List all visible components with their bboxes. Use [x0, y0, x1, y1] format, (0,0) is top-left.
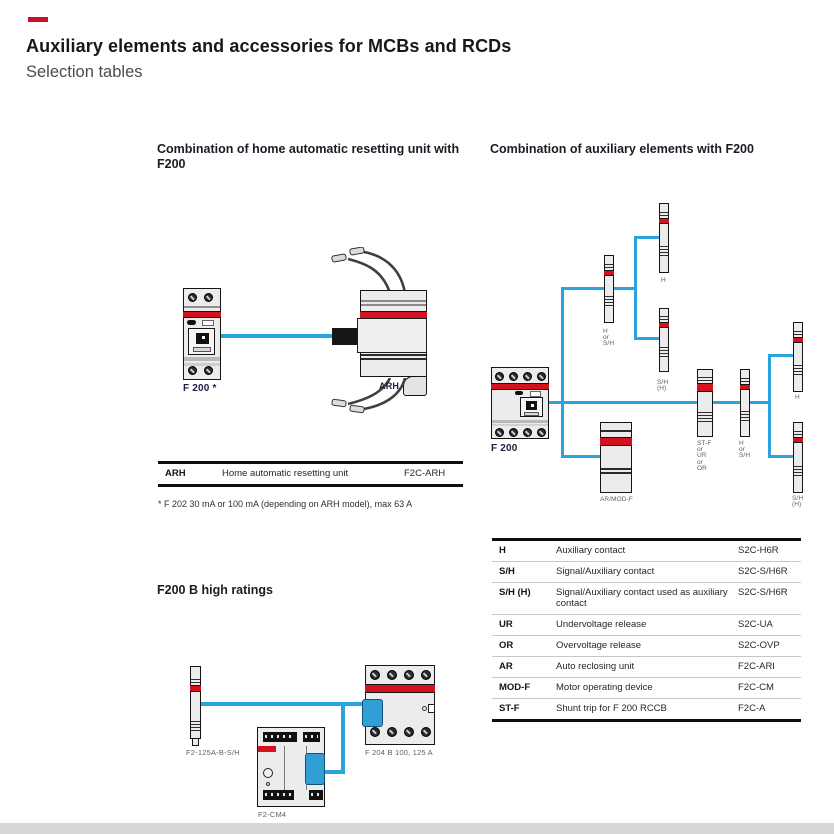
red-band [183, 311, 221, 318]
arh-table [158, 461, 463, 487]
test-slot [524, 412, 539, 416]
divider-line [601, 468, 631, 470]
detail-lines [191, 721, 200, 731]
screw-icon [509, 372, 518, 381]
screw-icon [523, 428, 532, 437]
cell-desc: Signal/Auxiliary contact [556, 566, 655, 577]
table-row [492, 561, 801, 582]
cell-code: S2C-OVP [738, 640, 780, 651]
label-line: S/H [657, 379, 669, 386]
table-row [492, 677, 801, 698]
label-h-or-sh-lower [739, 441, 750, 460]
wire-to-shh-right [768, 455, 795, 458]
label-ar-mod-f [600, 497, 633, 503]
aux-strip-shh-upper [659, 308, 669, 372]
table-row [492, 541, 801, 561]
label-line: UR [697, 452, 707, 460]
indicator-dot [422, 706, 427, 711]
arh-top-wires [310, 247, 428, 293]
label-shh-right [792, 496, 803, 508]
detail-lines [794, 365, 802, 375]
divider-line [361, 358, 426, 360]
wire-right-vertical [768, 354, 771, 458]
label-line: H [661, 277, 666, 284]
detail-lines [794, 466, 802, 476]
red-band [365, 684, 435, 693]
detail-lines [605, 296, 613, 306]
indicator-pill [187, 320, 196, 325]
cell-desc: Auxiliary contact [556, 545, 626, 556]
aux-strip-h-or-sh-upper [604, 255, 614, 323]
accent-dash [28, 17, 48, 22]
table-row [492, 614, 801, 635]
screw-icon [370, 727, 380, 737]
label-stf [697, 441, 711, 472]
cell-code: F2C-ARH [404, 468, 446, 479]
f200-2pole-label: F 200 * [183, 383, 217, 394]
wire-main [549, 401, 770, 404]
test-slot [193, 347, 211, 352]
f2-cm4-device [257, 727, 325, 807]
strip-foot [192, 738, 199, 746]
right-section-heading: Combination of auxiliary elements with F200 [490, 142, 754, 156]
indicator-pill [515, 391, 523, 395]
screw-icon [421, 670, 431, 680]
switch-panel [188, 328, 215, 355]
label-line: or [697, 458, 703, 466]
cell-desc: Undervoltage release [556, 619, 647, 630]
red-band [659, 322, 669, 328]
screw-icon [523, 372, 532, 381]
aux-strip-h-upper [659, 203, 669, 273]
cell-code: S2C-UA [738, 619, 773, 630]
label-h-upper [661, 278, 666, 284]
detail-lines [660, 316, 668, 321]
cell-abbr: MOD-F [499, 682, 531, 693]
detail-lines [698, 377, 712, 381]
left-section-heading: Combination of home automatic resetting unit with F200 [157, 142, 460, 171]
detail-lines [660, 347, 668, 357]
screw-icon [387, 670, 397, 680]
table-row [492, 582, 801, 614]
f2-125a-label: F2-125A-B-S/H [186, 748, 240, 757]
divider-line [601, 430, 631, 432]
gray-band [492, 424, 548, 426]
table-row [158, 464, 463, 484]
wire-to-shh-upper [634, 337, 661, 340]
red-band [600, 437, 632, 446]
label-line: or [603, 334, 609, 342]
cell-abbr: ST-F [499, 703, 520, 714]
label-line: OR [697, 464, 707, 472]
terminal-block [309, 790, 323, 800]
red-band [740, 384, 750, 390]
cell-desc: Home automatic resetting unit [222, 468, 349, 479]
cell-desc: Shunt trip for F 200 RCCB [556, 703, 667, 714]
screw-icon [404, 670, 414, 680]
red-band [793, 337, 803, 343]
page-subtitle: Selection tables [26, 63, 143, 81]
wire-to-cm4 [322, 770, 345, 774]
switch-panel [520, 397, 543, 417]
cell-abbr: H [499, 545, 506, 556]
screw-icon [370, 670, 380, 680]
gray-band [492, 420, 548, 423]
divider-line [361, 354, 426, 356]
detail-lines [794, 331, 802, 336]
high-ratings-heading: F200 B high ratings [157, 583, 273, 597]
wire-to-h-right [768, 354, 795, 357]
cell-code: S2C-H6R [738, 545, 779, 556]
label-h-or-sh-upper [603, 329, 614, 348]
aux-strip-h-or-sh-lower [740, 369, 750, 437]
gray-band [184, 357, 220, 361]
f200-4pole-label: F 200 [491, 443, 518, 454]
f200-2pole-device [183, 288, 221, 380]
screw-icon [495, 372, 504, 381]
wire-left-branch-vertical [561, 287, 564, 458]
f2-125a-strip-device [190, 666, 201, 739]
label-line: (H) [657, 385, 667, 393]
detail-lines [741, 411, 749, 421]
screw-icon [495, 428, 504, 437]
cell-abbr: OR [499, 640, 514, 651]
label-line: or [739, 446, 745, 454]
arh-label: ARH [379, 381, 400, 391]
divider-line [184, 306, 220, 308]
label-line: ST-F [697, 440, 712, 447]
cell-abbr: UR [499, 619, 513, 630]
f204-label: F 204 B 100, 125 A [365, 748, 433, 757]
cell-code: S2C-S/H6R [738, 587, 788, 598]
screw-icon [204, 293, 213, 302]
cell-abbr: ARH [165, 468, 186, 479]
red-band [604, 270, 614, 276]
detail-lines [794, 431, 802, 436]
blue-connector [305, 753, 325, 785]
label-line: or [697, 446, 703, 454]
screw-icon [204, 366, 213, 375]
screw-icon [188, 293, 197, 302]
aux-strip-stf [697, 369, 713, 437]
detail-lines [191, 679, 200, 684]
knob-icon [263, 768, 273, 778]
cell-abbr: S/H [499, 566, 515, 577]
aux-strip-h-right [793, 322, 803, 392]
table-row [492, 698, 801, 719]
screw-icon [421, 727, 431, 737]
detail-lines [605, 264, 613, 269]
cell-code: F2C-ARI [738, 661, 775, 672]
red-band [697, 383, 713, 392]
detail-lines [698, 412, 712, 422]
aux-elements-table [492, 538, 801, 722]
table-row [492, 635, 801, 656]
screw-icon [404, 727, 414, 737]
cell-desc: Overvoltage release [556, 640, 642, 651]
label-line: S/H [603, 340, 615, 348]
screw-icon [537, 428, 546, 437]
f2-cm4-label: F2-CM4 [258, 810, 287, 819]
cell-desc: Signal/Auxiliary contact used as auxiliary contact [556, 587, 728, 609]
ar-mod-f-device [600, 422, 632, 493]
blue-connector [362, 699, 383, 727]
footnote: * F 202 30 mA or 100 mA (depending on ARH model), max 63 A [158, 499, 413, 509]
cell-abbr: S/H (H) [499, 587, 531, 598]
label-line: H [739, 440, 744, 447]
wire-upper-horizontal [561, 287, 637, 290]
divider-line [601, 472, 631, 474]
label-line: (H) [792, 501, 802, 509]
detail-lines [741, 378, 749, 383]
red-band [793, 437, 803, 443]
wire-f200-arh [221, 334, 333, 338]
terminal-block [303, 732, 320, 742]
cell-code: F2C-CM [738, 682, 774, 693]
detail-lines [660, 246, 668, 256]
arh-connector-block [332, 328, 359, 345]
label-h-right [795, 395, 800, 401]
label-line: S/H [739, 452, 751, 460]
cell-code: F2C-A [738, 703, 766, 714]
page-footer-bar [0, 823, 834, 834]
label-shh-upper [657, 380, 668, 392]
wire-to-h-upper [634, 236, 661, 239]
divider-line [361, 300, 426, 302]
label-line: H [603, 328, 608, 335]
screw-icon [188, 366, 197, 375]
wire-to-armod [561, 455, 601, 458]
cell-desc: Auto reclosing unit [556, 661, 635, 672]
label-line: AR/MOD-F [600, 496, 633, 503]
test-button [428, 704, 435, 713]
wire-upper-vertical [634, 236, 637, 340]
f200-4pole-device [491, 367, 549, 439]
wire-branch-down [341, 702, 345, 774]
cell-desc: Motor operating device [556, 682, 653, 693]
aux-strip-shh-right [793, 422, 803, 493]
screw-icon [509, 428, 518, 437]
indicator-dot [266, 782, 270, 786]
label-line: H [795, 394, 800, 401]
red-band [190, 685, 201, 692]
table-row [492, 656, 801, 677]
cell-code: S2C-S/H6R [738, 566, 788, 577]
label-slot [202, 320, 214, 326]
page-title: Auxiliary elements and accessories for MCBs and RCDs [26, 36, 512, 56]
toggle-switch [196, 333, 209, 344]
arh-bottom-wires [310, 378, 428, 414]
red-band [491, 383, 549, 390]
red-band [258, 746, 276, 752]
divider-line [361, 304, 426, 306]
label-line: S/H [792, 495, 804, 502]
terminal-block [263, 732, 297, 742]
toggle-switch [526, 401, 537, 410]
screw-icon [387, 727, 397, 737]
cell-abbr: AR [499, 661, 513, 672]
screw-icon [537, 372, 546, 381]
arh-module [357, 318, 427, 353]
red-band [659, 218, 669, 224]
arh-device [360, 290, 427, 377]
divider-line [284, 746, 285, 790]
detail-lines [660, 212, 668, 217]
terminal-block [263, 790, 294, 800]
